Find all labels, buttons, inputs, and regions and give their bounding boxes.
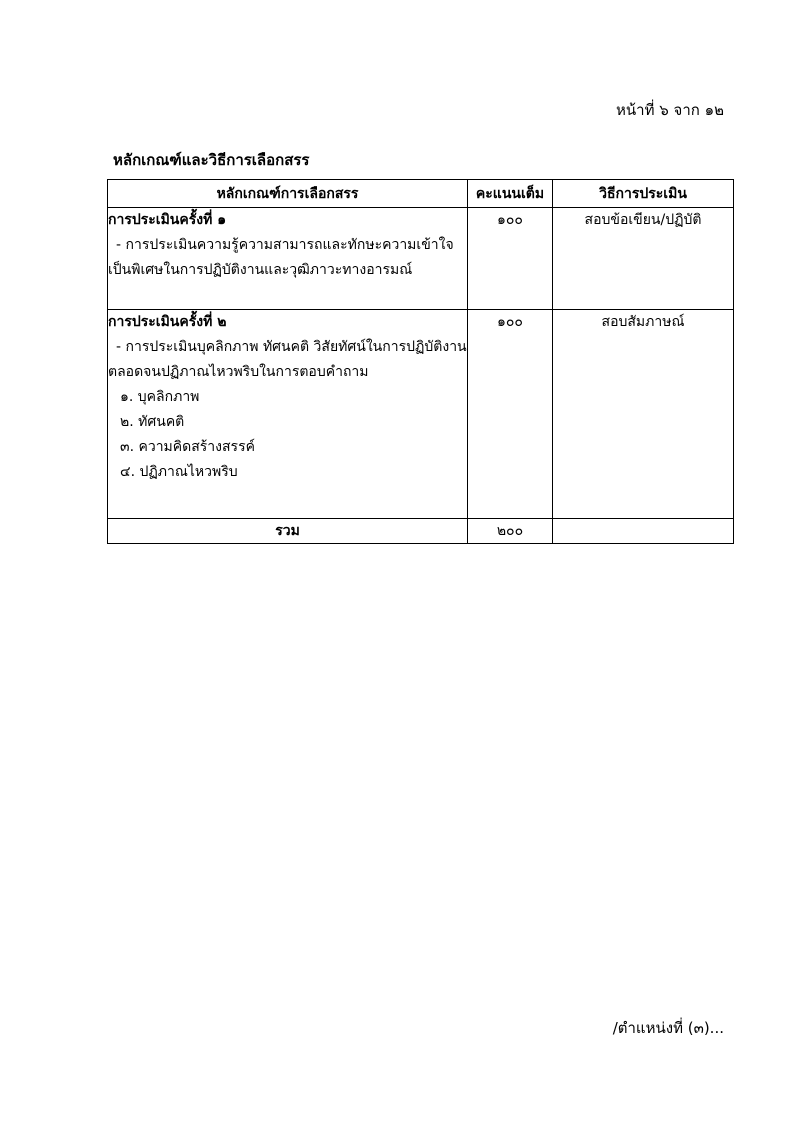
page-number: หน้าที่ ๖ จาก ๑๒ (616, 101, 724, 119)
method-cell: สอบข้อเขียน/ปฏิบัติ (553, 208, 734, 310)
list-item: ๔. ปฏิภาณไหวพริบ (120, 464, 238, 480)
criteria-cell (108, 208, 468, 310)
score-cell: ๑๐๐ (468, 310, 553, 519)
continuation-note: /ตำแหน่งที่ (๓)... (612, 1019, 724, 1037)
list-item: ๓. ความคิดสร้างสรรค์ (120, 439, 255, 455)
column-header-method: วิธีการประเมิน (553, 180, 734, 208)
round-title: การประเมินครั้งที่ ๑ (108, 212, 227, 228)
total-label: รวม (108, 519, 468, 544)
round-title: การประเมินครั้งที่ ๒ (108, 314, 227, 330)
list-item: ๑. บุคลิกภาพ (120, 389, 200, 405)
total-method (553, 519, 734, 544)
total-score: ๒๐๐ (468, 519, 553, 544)
method-cell: สอบสัมภาษณ์ (553, 310, 734, 519)
column-header-score: คะแนนเต็ม (468, 180, 553, 208)
column-header-criteria: หลักเกณฑ์การเลือกสรร (108, 180, 468, 208)
section-title: หลักเกณฑ์และวิธีการเลือกสรร (113, 151, 310, 169)
round-detail: - การประเมินบุคลิกภาพ ทัศนคติ วิสัยทัศน์ในการปฏิบัติงาน ตลอดจนปฏิภาณไหวพริบในการตอบคำถาม (108, 339, 467, 380)
criteria-table (107, 179, 734, 544)
total-row (108, 519, 734, 544)
table-row (108, 310, 734, 519)
table-row (108, 208, 734, 310)
list-item: ๒. ทัศนคติ (120, 414, 185, 430)
criteria-cell (108, 310, 468, 519)
table-header-row (108, 180, 734, 208)
round-detail: - การประเมินความรู้ความสามารถและทักษะความเข้าใจเป็นพิเศษในการปฏิบัติงานและวุฒิภาวะทางอารมณ์ (108, 237, 454, 278)
score-cell: ๑๐๐ (468, 208, 553, 310)
